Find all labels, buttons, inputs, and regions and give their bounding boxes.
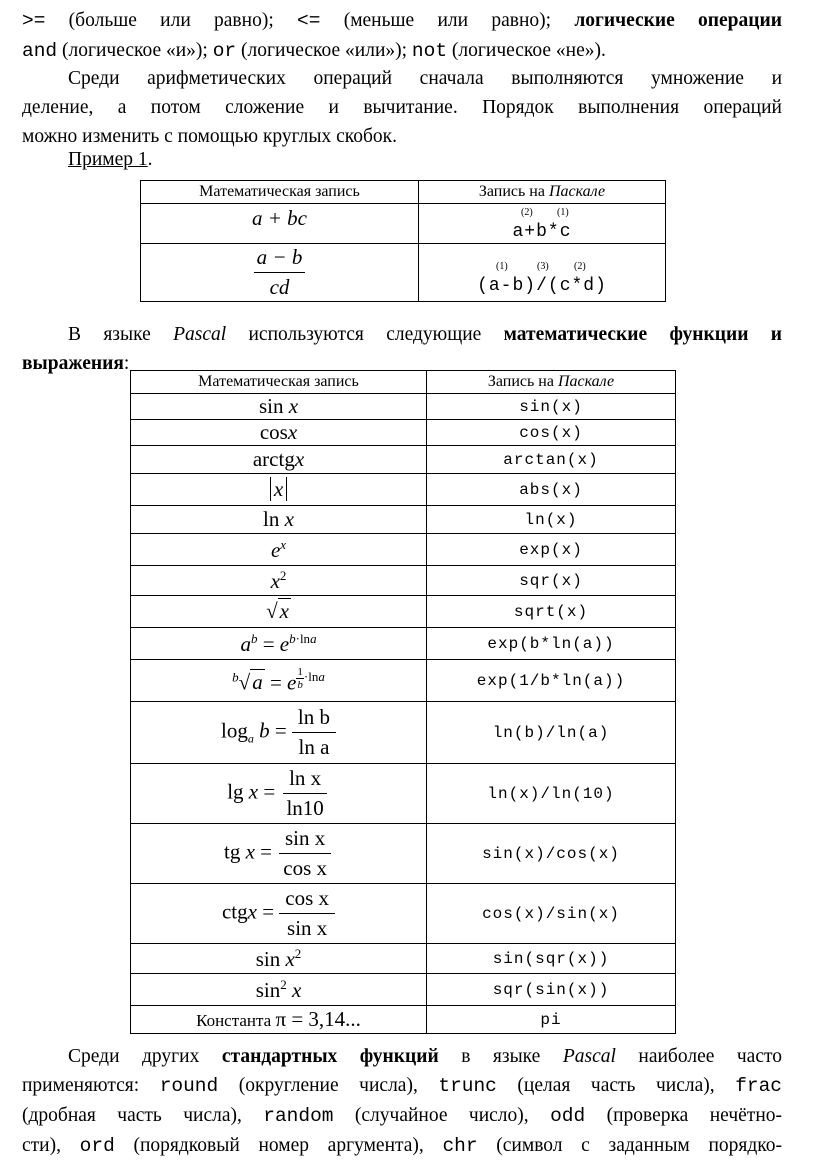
table-row bbox=[131, 420, 676, 446]
kw-trunc: trunc bbox=[438, 1075, 497, 1097]
var: x bbox=[285, 946, 295, 971]
text: (логическое «не»). bbox=[447, 40, 606, 61]
code-cell: sin(x) bbox=[427, 394, 676, 420]
table-row bbox=[141, 244, 666, 302]
var: x bbox=[287, 420, 298, 444]
table-row bbox=[131, 884, 676, 944]
table-row bbox=[131, 394, 676, 420]
math-cell bbox=[131, 1006, 427, 1034]
code-cell: ln(x) bbox=[427, 506, 676, 534]
eq: = bbox=[257, 631, 280, 656]
line: деление, а потом сложение и вычитание. Порядок выполнения операций bbox=[22, 97, 782, 118]
eq: = bbox=[254, 839, 278, 864]
var: x bbox=[245, 839, 255, 864]
exponent: 2 bbox=[294, 945, 302, 961]
fn: ·ln bbox=[295, 630, 311, 646]
math-cell bbox=[131, 628, 427, 660]
math-cell bbox=[131, 474, 427, 506]
denominator: cos x bbox=[283, 856, 327, 880]
table-header bbox=[141, 181, 666, 204]
paragraph-order bbox=[22, 64, 782, 151]
text: (символ с заданным порядко- bbox=[477, 1135, 783, 1156]
example-heading bbox=[68, 145, 368, 174]
var: e bbox=[279, 631, 290, 656]
line bbox=[22, 320, 782, 349]
abs-bars bbox=[270, 477, 287, 501]
math-cell bbox=[131, 824, 427, 884]
numerator: ln x bbox=[283, 766, 327, 794]
code-cell: cos(x) bbox=[427, 420, 676, 446]
bold-term: логические операции bbox=[574, 10, 782, 31]
denominator: b bbox=[297, 678, 303, 691]
code-cell: exp(1/b*ln(a)) bbox=[427, 660, 676, 702]
fraction bbox=[254, 245, 306, 300]
var: x bbox=[284, 507, 294, 531]
table-row bbox=[141, 204, 666, 244]
order-mark: (3) bbox=[537, 261, 549, 272]
kw-frac: frac bbox=[735, 1075, 782, 1097]
text: В языке bbox=[68, 324, 174, 345]
code-cell: pi bbox=[427, 1006, 676, 1034]
denominator: sin x bbox=[287, 916, 328, 940]
text: Среди других bbox=[68, 1046, 222, 1067]
math-cell bbox=[131, 660, 427, 702]
math-cell bbox=[131, 446, 427, 474]
text: применяются: bbox=[22, 1075, 160, 1096]
code-cell: ln(b)/ln(a) bbox=[427, 702, 676, 764]
var: a bbox=[252, 670, 263, 695]
var: x bbox=[288, 394, 299, 418]
table-row bbox=[131, 1006, 676, 1034]
fraction bbox=[279, 886, 335, 941]
code-cell: sin(sqr(x)) bbox=[427, 944, 676, 974]
exponent: 2 bbox=[280, 976, 287, 992]
text: Запись на bbox=[478, 183, 549, 200]
denominator: ln a bbox=[298, 735, 330, 759]
text: (меньше или равно); bbox=[320, 10, 575, 31]
var: e bbox=[287, 670, 297, 695]
table-row bbox=[131, 660, 676, 702]
line: Среди арифметических операций сначала выполняются умножение и bbox=[68, 68, 782, 89]
text: (округление числа), bbox=[218, 1075, 439, 1096]
line bbox=[22, 1101, 782, 1131]
numerator: cos x bbox=[279, 886, 335, 914]
math-cell bbox=[131, 702, 427, 764]
text: (целая часть числа), bbox=[496, 1075, 736, 1096]
paragraph-operators bbox=[22, 6, 782, 66]
var: a bbox=[247, 731, 254, 746]
line bbox=[22, 1131, 782, 1161]
text: (логическое «и»); bbox=[57, 40, 213, 61]
var: x bbox=[273, 477, 284, 501]
table-row bbox=[131, 506, 676, 534]
fraction bbox=[277, 826, 333, 881]
fn: cos bbox=[259, 420, 288, 444]
header-math: Математическая запись bbox=[141, 181, 419, 204]
pi-symbol: π bbox=[275, 1007, 287, 1031]
sqrt-sign: √ bbox=[238, 670, 251, 695]
header-pascal bbox=[419, 181, 666, 204]
var: x bbox=[291, 977, 302, 1002]
var: b bbox=[250, 630, 258, 646]
header-pascal bbox=[427, 371, 676, 394]
code-cell bbox=[419, 244, 666, 302]
code-cell: exp(x) bbox=[427, 534, 676, 566]
example-label: Пример 1 bbox=[68, 149, 148, 170]
op-ge: >= bbox=[22, 10, 46, 32]
kw-ord: ord bbox=[79, 1135, 115, 1157]
text: наиболее часто bbox=[615, 1046, 782, 1067]
text: Запись на bbox=[487, 373, 558, 390]
var: x bbox=[280, 536, 287, 552]
pascal-code: (a-b)/(c*d) bbox=[477, 275, 607, 296]
table-row bbox=[131, 446, 676, 474]
text: (больше или равно); bbox=[45, 10, 298, 31]
text-italic: Pascal bbox=[173, 324, 227, 345]
var: a bbox=[310, 630, 317, 646]
code-cell: cos(x)/sin(x) bbox=[427, 884, 676, 944]
code-cell: ln(x)/ln(10) bbox=[427, 764, 676, 824]
line bbox=[22, 36, 782, 66]
text: : bbox=[123, 353, 130, 374]
sqrt-sign: √ bbox=[266, 599, 278, 623]
op-le: <= bbox=[297, 10, 321, 32]
var: a bbox=[240, 631, 251, 656]
numerator: ln b bbox=[292, 705, 336, 733]
fn: tg bbox=[223, 839, 241, 864]
numerator: 1 bbox=[297, 665, 303, 678]
table-header bbox=[131, 371, 676, 394]
text: в языке bbox=[438, 1046, 563, 1067]
table-row bbox=[131, 628, 676, 660]
text-italic: Паскале bbox=[548, 183, 606, 200]
eq: = bbox=[258, 779, 281, 804]
eq: = bbox=[264, 670, 288, 695]
math-cell bbox=[141, 244, 419, 302]
math-cell bbox=[131, 420, 427, 446]
table-row bbox=[131, 764, 676, 824]
text: сти), bbox=[22, 1135, 80, 1156]
var: e bbox=[270, 537, 281, 562]
pi-value: = 3,14... bbox=[286, 1007, 361, 1031]
table-row bbox=[131, 824, 676, 884]
exponent: 2 bbox=[279, 567, 287, 583]
code-cell: arctan(x) bbox=[427, 446, 676, 474]
var: b bbox=[232, 669, 239, 685]
math-cell bbox=[131, 974, 427, 1006]
text: (порядковый номер аргумента), bbox=[114, 1135, 443, 1156]
fn: arctg bbox=[252, 447, 295, 471]
fraction bbox=[280, 766, 329, 821]
order-mark: (1) bbox=[557, 207, 569, 218]
var: x bbox=[248, 779, 259, 804]
var: b bbox=[289, 630, 296, 646]
var: b bbox=[259, 718, 270, 743]
text-italic: Pascal bbox=[562, 1046, 616, 1067]
eq: = bbox=[269, 718, 292, 743]
numerator: sin x bbox=[279, 826, 331, 854]
math-cell bbox=[131, 944, 427, 974]
text-italic: Паскале bbox=[557, 373, 615, 390]
fn: ln bbox=[263, 507, 280, 531]
fn: log bbox=[220, 718, 248, 743]
example-dot: . bbox=[147, 149, 153, 170]
math-cell bbox=[131, 764, 427, 824]
table-row bbox=[131, 944, 676, 974]
kw-or: or bbox=[212, 40, 237, 62]
text: (логическое «или»); bbox=[236, 40, 412, 61]
bold-term: выражения bbox=[22, 353, 124, 374]
math-cell bbox=[141, 204, 419, 244]
table-row bbox=[131, 702, 676, 764]
example-table bbox=[140, 180, 666, 302]
code-cell: sqrt(x) bbox=[427, 596, 676, 628]
fn: ctg bbox=[221, 899, 248, 924]
order-mark: (1) bbox=[496, 261, 508, 272]
math-cell bbox=[131, 566, 427, 596]
pascal-code: a+b*c bbox=[512, 221, 572, 242]
var: a bbox=[318, 669, 325, 685]
bold-term: математические функции и bbox=[503, 324, 782, 345]
math-cell bbox=[131, 596, 427, 628]
eq: = bbox=[256, 899, 280, 924]
kw-odd: odd bbox=[550, 1105, 586, 1127]
fn: sin bbox=[258, 394, 284, 418]
math-cell bbox=[131, 394, 427, 420]
kw-and: and bbox=[22, 40, 58, 62]
code-cell: abs(x) bbox=[427, 474, 676, 506]
line: можно изменить с помощью круглых скобок. bbox=[22, 126, 398, 147]
code-cell: exp(b*ln(a)) bbox=[427, 628, 676, 660]
table-row bbox=[131, 566, 676, 596]
fn: sin bbox=[255, 946, 281, 971]
math-cell bbox=[131, 506, 427, 534]
fn: ·ln bbox=[303, 669, 319, 685]
var: x bbox=[247, 899, 257, 924]
bold-term: стандартных функций bbox=[221, 1046, 439, 1067]
code-cell: sqr(x) bbox=[427, 566, 676, 596]
table-row bbox=[131, 974, 676, 1006]
denominator: ln10 bbox=[286, 796, 324, 820]
kw-random: random bbox=[263, 1105, 334, 1127]
fraction bbox=[292, 705, 336, 760]
fn: lg bbox=[227, 779, 244, 804]
fn: sin bbox=[255, 977, 281, 1002]
math-cell bbox=[131, 884, 427, 944]
formula: a + bc bbox=[252, 206, 307, 230]
text: (случайное число), bbox=[333, 1105, 551, 1126]
text: используются следующие bbox=[226, 324, 504, 345]
table-row bbox=[131, 474, 676, 506]
var: x bbox=[270, 568, 280, 593]
table-row bbox=[131, 596, 676, 628]
line bbox=[22, 1042, 782, 1071]
code-cell: sin(x)/cos(x) bbox=[427, 824, 676, 884]
line bbox=[22, 6, 782, 36]
kw-not: not bbox=[411, 40, 448, 62]
paragraph-standard-functions bbox=[22, 1042, 782, 1161]
code-cell bbox=[419, 204, 666, 244]
text: (дробная часть числа), bbox=[22, 1105, 264, 1126]
functions-table bbox=[130, 370, 676, 1034]
header-math: Математическая запись bbox=[131, 371, 427, 394]
line bbox=[22, 1071, 782, 1101]
denominator: cd bbox=[269, 275, 290, 299]
math-cell bbox=[131, 534, 427, 566]
code-cell: sqr(sin(x)) bbox=[427, 974, 676, 1006]
var: x bbox=[279, 599, 289, 623]
const-label: Константа bbox=[196, 1011, 276, 1030]
text: (проверка нечётно- bbox=[585, 1105, 782, 1126]
kw-round: round bbox=[159, 1075, 219, 1097]
order-mark: (2) bbox=[574, 261, 586, 272]
order-mark: (2) bbox=[521, 207, 533, 218]
table-row bbox=[131, 534, 676, 566]
kw-chr: chr bbox=[442, 1135, 478, 1157]
numerator: a − b bbox=[254, 245, 306, 273]
var: x bbox=[294, 447, 305, 471]
